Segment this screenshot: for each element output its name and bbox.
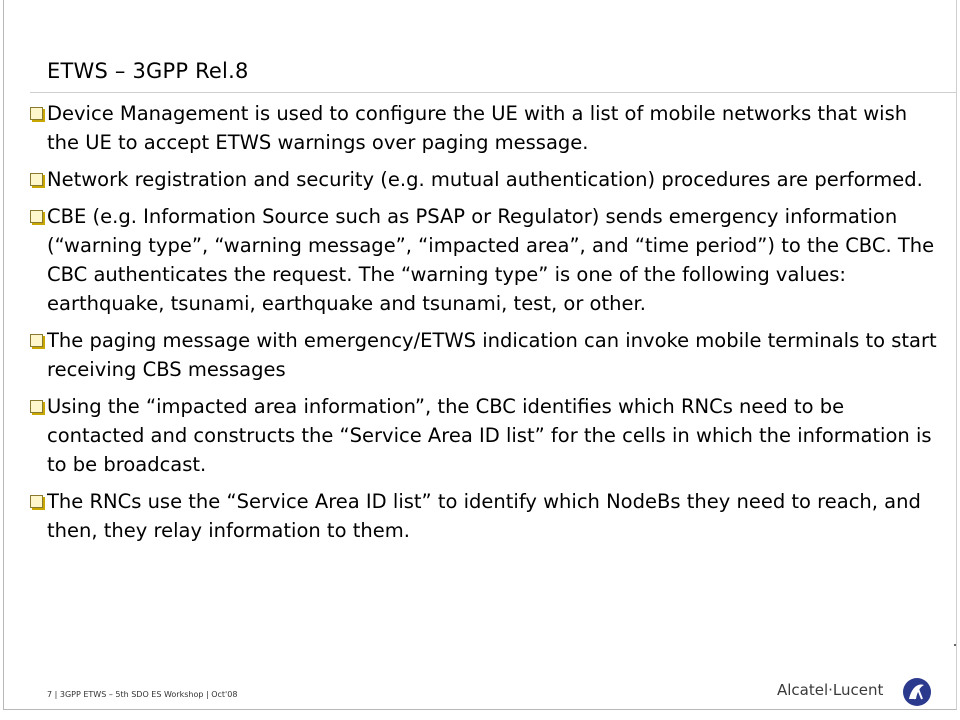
bullet-item bbox=[30, 202, 940, 318]
title-divider bbox=[30, 92, 956, 93]
bullet-text: Using the “impacted area information”, the CBC identifies which RNCs need to be contacted and constructs the “Service Area ID list” for the cells in which the information is to be broadcast. bbox=[47, 395, 932, 476]
checkbox-bullet-icon bbox=[30, 400, 43, 413]
bullet-text: The paging message with emergency/ETWS indication can invoke mobile terminals to start receiving CBS messages bbox=[47, 329, 937, 381]
bullet-item bbox=[30, 165, 940, 194]
bullet-item bbox=[30, 392, 940, 479]
bullet-text: CBE (e.g. Information Source such as PSAP or Regulator) sends emergency information (“warning type”, “warning message”, “impacted area”, and “time period”) to the CBC. The CBC authenticates the request. The “warning type” is one of the following values: earthquake, tsunami, earthquake and tsunami, test, or other. bbox=[47, 205, 935, 315]
checkbox-bullet-icon bbox=[30, 334, 43, 347]
logo-wordmark: Alcatel·Lucent bbox=[777, 681, 884, 699]
bullet-text: The RNCs use the “Service Area ID list” to identify which NodeBs they need to reach, and then, they relay information to them. bbox=[47, 490, 921, 542]
checkbox-bullet-icon bbox=[30, 210, 43, 223]
corner-mark bbox=[954, 644, 956, 646]
bullet-text: Network registration and security (e.g. mutual authentication) procedures are performed. bbox=[47, 168, 923, 191]
bullet-item bbox=[30, 326, 940, 384]
checkbox-bullet-icon bbox=[30, 107, 43, 120]
alcatel-lucent-logo-icon bbox=[902, 677, 932, 707]
footer-text: 7 | 3GPP ETWS – 5th SDO ES Workshop | Oct'08 bbox=[47, 690, 238, 699]
bullet-list bbox=[30, 99, 940, 553]
bullet-text: Device Management is used to configure the UE with a list of mobile networks that wish the UE to accept ETWS warnings over paging message. bbox=[47, 102, 908, 154]
checkbox-bullet-icon bbox=[30, 173, 43, 186]
slide-title: ETWS – 3GPP Rel.8 bbox=[47, 59, 249, 83]
bullet-item bbox=[30, 487, 940, 545]
bullet-item bbox=[30, 99, 940, 157]
checkbox-bullet-icon bbox=[30, 495, 43, 508]
